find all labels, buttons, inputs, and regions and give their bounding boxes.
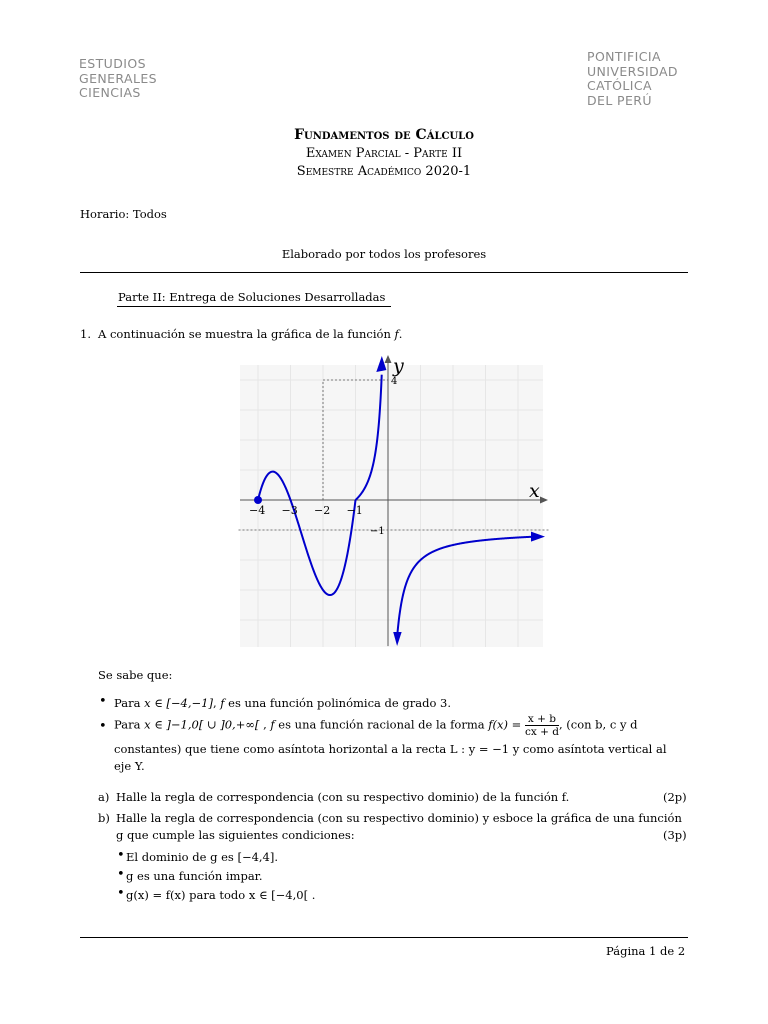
se-sabe: Se sabe que: <box>98 668 173 682</box>
question-number: 1. <box>80 327 91 341</box>
bullet2-pre: Para <box>114 717 145 732</box>
x-tick-label: −3 <box>281 504 298 517</box>
b-condition: El dominio de g es [−4,4]. <box>126 850 279 864</box>
header-right-line: PONTIFICIA <box>587 49 661 64</box>
header-right-line: DEL PERÚ <box>587 92 652 108</box>
item-b-points: (3p) <box>663 828 687 842</box>
bullet-2-line2: constantes) que tiene como asíntota horizontal a la recta L : y = −1 y como asíntota vertical al <box>114 742 667 756</box>
exam-title: Fundamentos de Cálculo <box>294 127 474 143</box>
item-b-text1: Halle la regla de correspondencia (con su respectivo dominio) y esboce la gráfica de una función <box>116 811 682 825</box>
bullet-2 <box>114 713 637 738</box>
function-graph <box>235 352 550 652</box>
endpoint-dot <box>254 496 262 504</box>
bullet1-pre: Para <box>114 696 145 710</box>
bullet-dot: • <box>117 848 125 863</box>
header-right-line: UNIVERSIDAD <box>587 63 678 79</box>
bullet2-math: x ∈ ]−1,0[ ∪ ]0,+∞[ <box>144 717 260 732</box>
x-axis-label: x <box>529 480 540 502</box>
y-tick-label: 4 <box>391 376 398 387</box>
bullet2-fx: f(x) = <box>488 717 522 732</box>
bullet1-post: es una función polinómica de grado 3. <box>224 696 451 710</box>
horario: Horario: Todos <box>80 207 167 221</box>
intro-text: A continuación se muestra la gráfica de la función <box>98 327 395 341</box>
exam-semester: Semestre Académico 2020-1 <box>296 164 472 179</box>
item-a-text: Halle la regla de correspondencia (con su respectivo dominio) de la función f. <box>116 790 570 804</box>
x-tick-label: −2 <box>314 504 331 517</box>
item-b-label: b) <box>98 811 110 825</box>
bullet-dot: • <box>117 886 125 901</box>
item-a-label: a) <box>98 790 110 804</box>
bullet-1 <box>114 696 451 710</box>
bullet2-text: es una función racional de la forma <box>274 717 489 732</box>
part-title: Parte II: Entrega de Soluciones Desarrolladas <box>118 290 386 304</box>
header-left-line: ESTUDIOS <box>79 56 146 71</box>
x-axis-arrow <box>540 497 548 504</box>
header-left-line: CIENCIAS <box>79 85 141 100</box>
item-b-text2: g que cumple las siguientes condiciones: <box>116 828 355 842</box>
bullet1-math: x ∈ [−4,−1] <box>144 696 213 710</box>
y-axis-label: y <box>393 355 404 377</box>
header-left <box>79 57 157 101</box>
page-number: Página 1 de 2 <box>606 944 686 958</box>
bullet-2-line3: eje Y. <box>114 759 145 773</box>
header-right <box>587 50 678 108</box>
header-right-line: CATÓLICA <box>587 78 652 93</box>
bullet-dot: • <box>99 694 107 709</box>
bullet1-mid: , <box>212 696 221 710</box>
bottom-rule <box>80 937 688 938</box>
bullet2-var: f <box>270 717 275 732</box>
question-intro <box>98 327 402 341</box>
y-tick-label: −1 <box>370 526 385 537</box>
part-title-underline <box>117 306 391 307</box>
rational-fraction <box>525 713 559 738</box>
top-rule <box>80 272 688 273</box>
fraction-numerator: x + b <box>525 713 559 726</box>
x-tick-label: −4 <box>249 504 266 517</box>
bullet1-var: f <box>220 696 225 710</box>
bullet-dot: • <box>117 867 125 882</box>
bullet2-tail: , (con b, c y d <box>558 717 638 732</box>
x-tick-label: −1 <box>346 504 363 517</box>
bullet-dot: • <box>99 719 107 734</box>
y-axis-arrow <box>385 355 392 363</box>
bullet2-mid: , <box>259 717 271 732</box>
b-condition: g(x) = f(x) para todo x ∈ [−4,0[ . <box>126 888 316 902</box>
item-a-points: (2p) <box>663 790 687 804</box>
fraction-denominator: cx + d <box>524 726 559 738</box>
intro-end: . <box>398 327 403 341</box>
header-left-line: GENERALES <box>79 70 157 86</box>
curve-arrow-up <box>376 356 386 372</box>
exam-subtitle: Examen Parcial - Parte II <box>305 146 463 161</box>
b-condition: g es una función impar. <box>126 869 263 883</box>
intro-var: f <box>394 327 399 341</box>
elaborado: Elaborado por todos los profesores <box>281 247 487 261</box>
